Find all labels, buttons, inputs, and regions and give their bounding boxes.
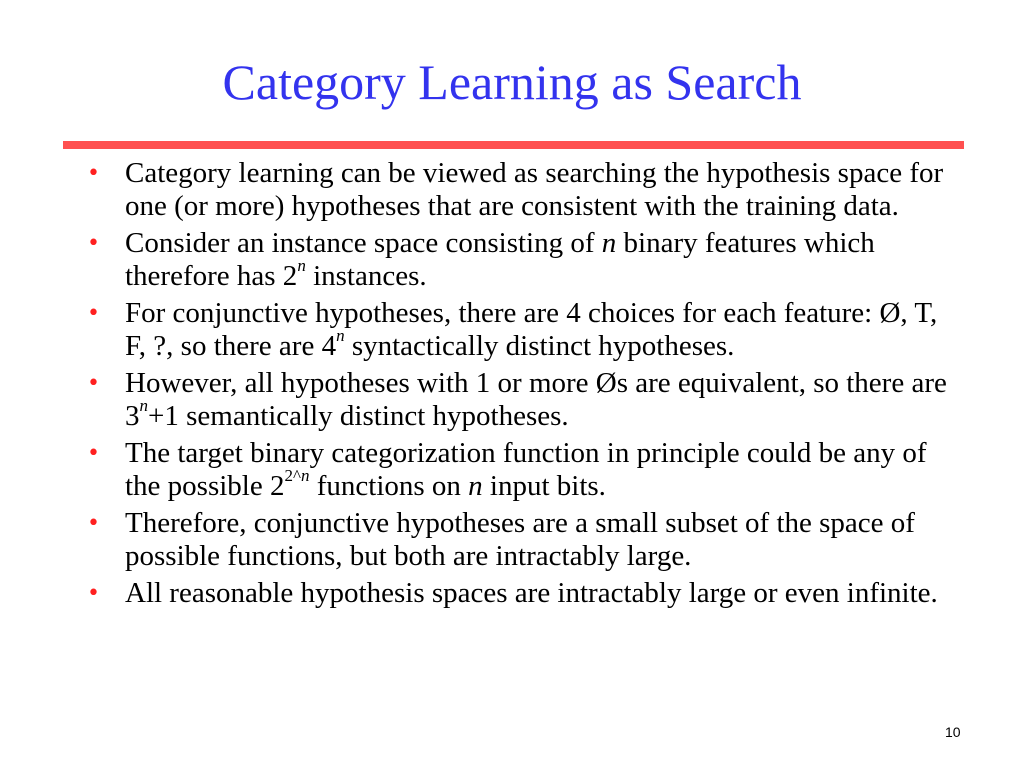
- text-segment: Category learning can be viewed as searching the hypothesis space for one (or more) hypotheses that are consistent with the training data.: [125, 157, 944, 222]
- superscript-variable: n: [336, 326, 345, 346]
- bullet-icon: •: [87, 371, 100, 396]
- text-segment: 2^: [284, 466, 301, 486]
- text-segment: Consider an instance space consisting of: [125, 227, 602, 259]
- text-segment: The target binary categorization function in principle could be any of the possible 2: [125, 437, 927, 502]
- text-segment: [301, 466, 310, 485]
- text-segment: functions on: [309, 470, 469, 502]
- text-segment: input bits.: [482, 470, 606, 502]
- bullet-icon: •: [87, 161, 100, 186]
- text-segment: [336, 326, 345, 345]
- slide-title: Category Learning as Search: [222, 54, 802, 110]
- bullet-list: [82, 157, 962, 614]
- bullet-text: [125, 437, 962, 503]
- bullet-text: [125, 577, 962, 610]
- bullet-text: [125, 297, 962, 363]
- superscript-variable: n: [139, 396, 148, 416]
- bullet-text: [125, 507, 962, 573]
- bullet-text: [125, 157, 962, 223]
- bullet-item: [82, 577, 962, 610]
- text-segment: All reasonable hypothesis spaces are intractably large or even infinite.: [125, 577, 938, 609]
- text-segment: [297, 256, 306, 275]
- bullet-icon: •: [87, 511, 100, 536]
- text-segment: For conjunctive hypotheses, there are 4 choices for each feature: Ø, T, F, ?, so there are 4: [125, 297, 938, 362]
- text-segment: binary features which therefore has 2: [125, 227, 875, 292]
- bullet-item: [82, 157, 962, 223]
- text-segment: instances.: [305, 260, 427, 292]
- bullet-item: [82, 227, 962, 293]
- text-segment: +1 semantically distinct hypotheses.: [148, 400, 569, 432]
- bullet-item: [82, 367, 962, 433]
- text-segment: syntactically distinct hypotheses.: [344, 330, 735, 362]
- bullet-item: [82, 437, 962, 503]
- bullet-icon: •: [87, 441, 100, 466]
- page-number: 10: [945, 724, 961, 740]
- text-segment: n: [601, 227, 617, 259]
- bullet-text: [125, 227, 962, 293]
- title-underline-rule: [63, 141, 964, 149]
- bullet-item: [82, 507, 962, 573]
- text-segment: However, all hypotheses with 1 or more Øs are equivalent, so there are 3: [125, 367, 947, 432]
- superscript-variable: n: [300, 466, 310, 486]
- text-segment: [140, 396, 149, 415]
- superscript-variable: n: [297, 256, 306, 276]
- bullet-icon: •: [87, 581, 100, 606]
- bullet-icon: •: [87, 231, 100, 256]
- bullet-text: [125, 367, 962, 433]
- bullet-item: [82, 297, 962, 363]
- bullet-icon: •: [87, 301, 100, 326]
- text-segment: n: [468, 470, 483, 502]
- text-segment: Therefore, conjunctive hypotheses are a small subset of the space of possible functions, but both are intractably large.: [125, 507, 915, 572]
